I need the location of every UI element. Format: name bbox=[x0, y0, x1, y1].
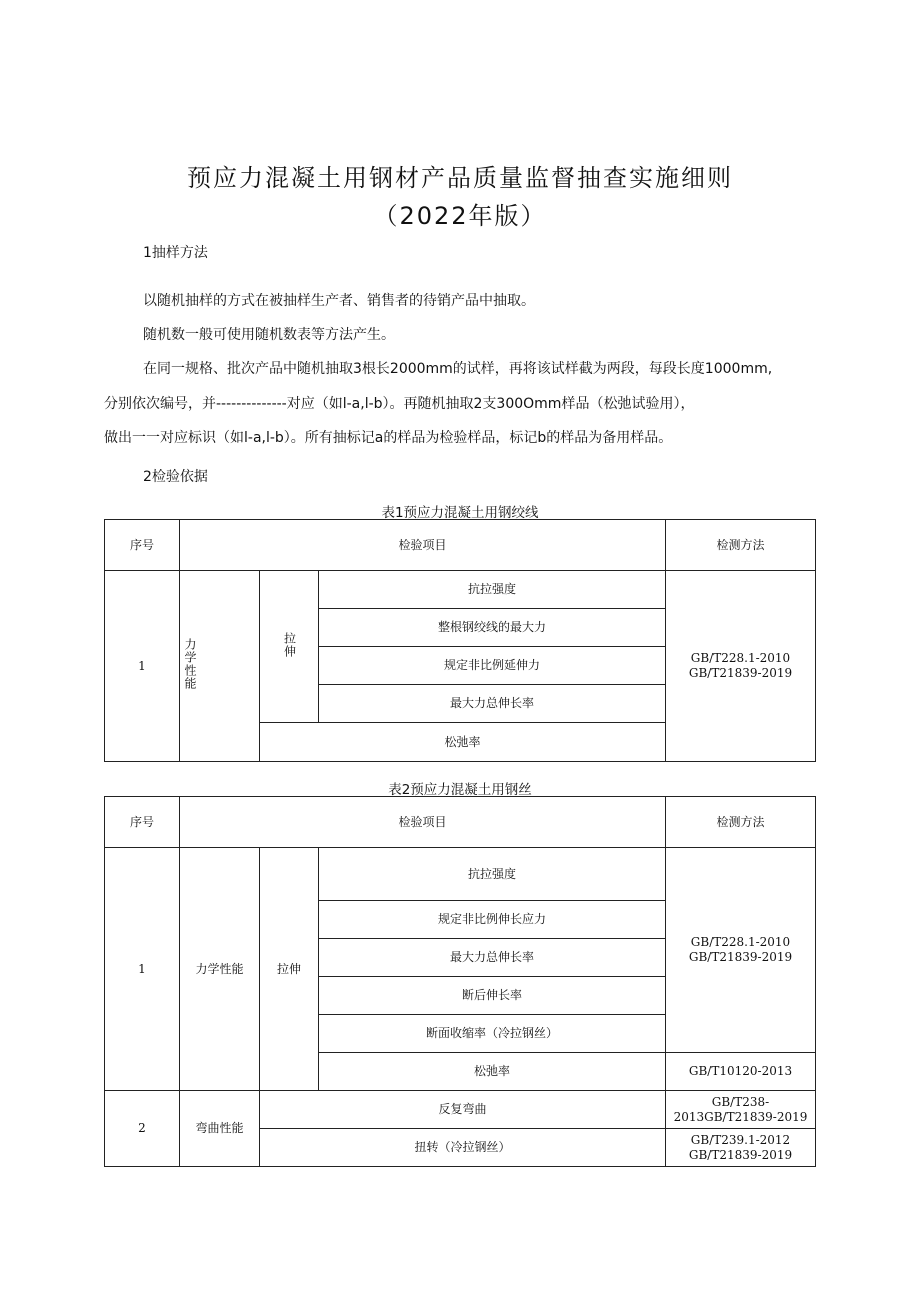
table-1-header-method: 检测方法 bbox=[666, 520, 816, 571]
table-2-row-2-item-1: 反复弯曲 bbox=[260, 1091, 666, 1129]
table-1-category-text: 力学性能 bbox=[183, 638, 197, 690]
table-2-caption: 表2预应力混凝土用钢丝 bbox=[388, 782, 532, 798]
table-1-caption: 表1预应力混凝土用钢绞线 bbox=[381, 505, 539, 521]
paragraph-3-line-1: 在同一规格、批次产品中随机抽取3根长2000mm的试样，再将该试样截为两段，每段长度1000mm, bbox=[143, 361, 773, 377]
paragraph-1: 以随机抽样的方式在被抽样生产者、销售者的待销产品中抽取。 bbox=[143, 293, 535, 309]
table-2-header-seq: 序号 bbox=[105, 797, 180, 848]
table-1-method bbox=[666, 571, 816, 762]
table-2-row-1-seq: 1 bbox=[105, 848, 180, 1091]
table-2-row-2-item-1-method bbox=[666, 1091, 816, 1129]
table-2-item: 断后伸长率 bbox=[319, 977, 666, 1015]
table-2-row-2-seq: 2 bbox=[105, 1091, 180, 1167]
table-1-item: 最大力总伸长率 bbox=[319, 685, 666, 723]
document-title: 预应力混凝土用钢材产品质量监督抽查实施细则 bbox=[187, 164, 733, 192]
table-1-item: 整根钢绞线的最大力 bbox=[319, 609, 666, 647]
table-2-header-method: 检测方法 bbox=[666, 797, 816, 848]
table-2-row-2-item-2: 扭转（冷拉钢丝） bbox=[260, 1129, 666, 1167]
table-1-method-line-1: GB/T228.1-2010 bbox=[690, 651, 791, 665]
table-2-method-line-2: GB/T21839-2019 bbox=[688, 950, 793, 964]
table-2-row-2-category: 弯曲性能 bbox=[180, 1091, 260, 1167]
table-1-category bbox=[180, 571, 260, 762]
table-1-method-line-2: GB/T21839-2019 bbox=[688, 666, 793, 680]
table-1-item: 抗拉强度 bbox=[319, 571, 666, 609]
table-2-row-1-method bbox=[666, 848, 816, 1053]
table-1 bbox=[104, 519, 816, 762]
table-2-item: 抗拉强度 bbox=[319, 848, 666, 901]
table-2-row-1-subcategory: 拉伸 bbox=[260, 848, 319, 1091]
paragraph-3-line-3: 做出一一对应标识（如l-a,l-b）。所有抽标记a的样品为检验样品，标记b的样品为备用样品。 bbox=[104, 430, 673, 446]
table-2-item: 最大力总伸长率 bbox=[319, 939, 666, 977]
table-2 bbox=[104, 796, 816, 1167]
paragraph-3-line-2: 分别依次编号，并--------------对应（如l-a,l-b）。再随机抽取2支300Omm样品（松弛试验用）， bbox=[104, 396, 695, 412]
table-2-row-2-item-2-method bbox=[666, 1129, 816, 1167]
table-1-seq: 1 bbox=[105, 571, 180, 762]
table-2-relax: 松弛率 bbox=[319, 1053, 666, 1091]
table-2-row-2-item-2-method-line-1: GB/T239.1-2012 bbox=[690, 1132, 791, 1147]
table-2-header-item: 检验项目 bbox=[180, 797, 666, 848]
section-2-heading: 2检验依据 bbox=[143, 469, 208, 485]
table-2-row-2-item-1-method-line-2: 2013GB/T21839-2019 bbox=[673, 1109, 808, 1124]
table-2-row-2-item-1-method-line-1: GB/T238- bbox=[711, 1094, 770, 1109]
section-1-heading: 1抽样方法 bbox=[143, 245, 208, 261]
table-1-header-item: 检验项目 bbox=[180, 520, 666, 571]
table-2-item: 断面收缩率（冷拉钢丝） bbox=[319, 1015, 666, 1053]
table-1-item: 规定非比例延伸力 bbox=[319, 647, 666, 685]
table-1-header-seq: 序号 bbox=[105, 520, 180, 571]
table-2-row-2-item-2-method-line-2: GB/T21839-2019 bbox=[688, 1147, 793, 1162]
table-2-relax-method: GB/T10120-2013 bbox=[666, 1053, 816, 1091]
table-1-subcategory-text: 拉伸 bbox=[282, 631, 297, 658]
table-2-method-line-1: GB/T228.1-2010 bbox=[690, 935, 791, 949]
table-1-relax: 松弛率 bbox=[260, 723, 666, 762]
document-subtitle: （2022年版） bbox=[373, 202, 547, 230]
table-1-subcategory bbox=[260, 571, 319, 723]
table-2-item: 规定非比例伸长应力 bbox=[319, 901, 666, 939]
table-2-row-1-category: 力学性能 bbox=[180, 848, 260, 1091]
paragraph-2: 随机数一般可使用随机数表等方法产生。 bbox=[143, 327, 395, 343]
